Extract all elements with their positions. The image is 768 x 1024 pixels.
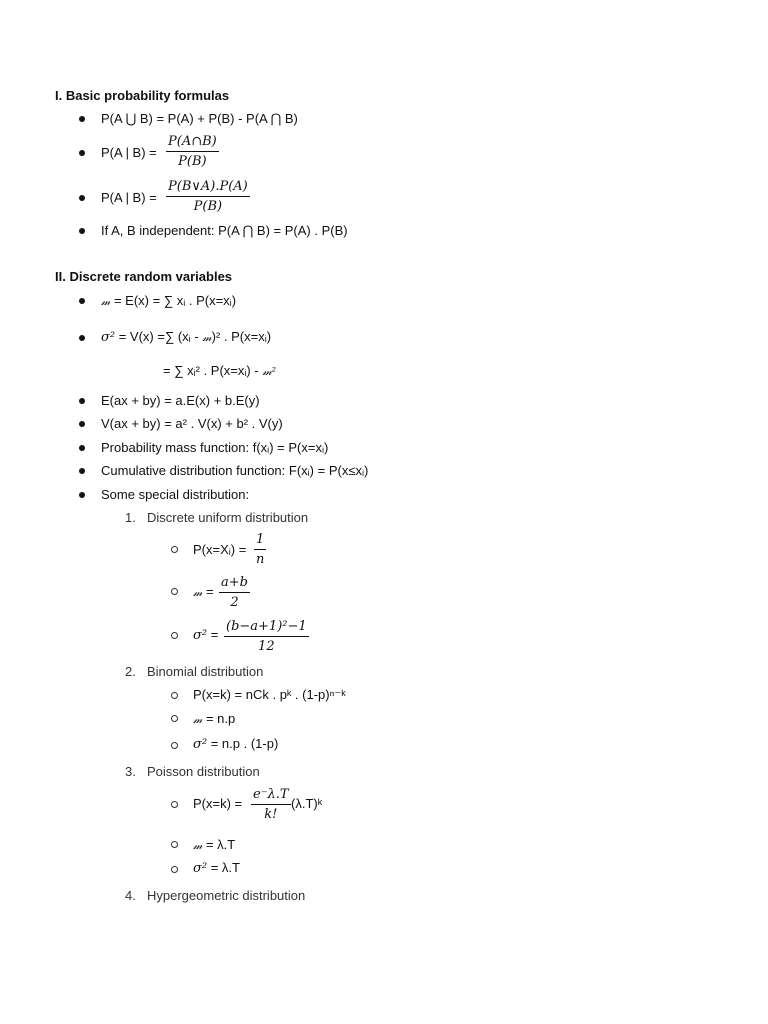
- circle-bullet-icon: [171, 715, 178, 722]
- binomial-title: Binomial distribution: [147, 664, 264, 679]
- conditional-lhs: P(A | B) =: [101, 145, 157, 160]
- section-1-title: I. Basic probability formulas: [55, 88, 230, 103]
- poisson-p-fraction: [251, 786, 291, 823]
- poisson-p-denominator: k!: [264, 807, 278, 822]
- list-number: 2.: [125, 664, 136, 679]
- hypergeometric-title: Hypergeometric distribution: [147, 888, 306, 903]
- uniform-variance-numerator: (b−a+1)²−1: [224, 618, 309, 637]
- uniform-title: Discrete uniform distribution: [147, 510, 309, 525]
- mu-symbol: 𝓂: [193, 586, 203, 599]
- mean-formula: [101, 293, 236, 309]
- bullet-icon: [79, 116, 85, 122]
- bayes-lhs: P(A | B) =: [101, 190, 157, 205]
- section-2-title: II. Discrete random variables: [55, 269, 233, 284]
- uniform-p-denominator: n: [255, 552, 265, 567]
- mu-symbol: 𝓂: [193, 839, 203, 852]
- bullet-icon: [79, 150, 85, 156]
- bullet-icon: [79, 298, 85, 304]
- circle-bullet-icon: [171, 546, 178, 553]
- poisson-title: Poisson distribution: [147, 764, 260, 779]
- bullet-icon: [79, 468, 85, 474]
- cdf-formula: Cumulative distribution function: F(xᵢ) = P(x≤xᵢ): [101, 463, 369, 478]
- sigma-squared-symbol: σ²: [193, 628, 208, 643]
- uniform-mean-fraction: [219, 574, 250, 611]
- conditional-numerator: P(A∩B): [166, 133, 219, 152]
- uniform-mean-denominator: 2: [230, 595, 239, 610]
- variance-expression-2: )² . P(x=xᵢ): [211, 329, 272, 344]
- sigma-squared-symbol: σ²: [193, 861, 208, 876]
- mu-symbol: 𝓂: [193, 713, 203, 726]
- pmf-formula: Probability mass function: f(xᵢ) = P(x=xᵢ): [101, 440, 329, 455]
- binomial-mean: [193, 711, 235, 727]
- circle-bullet-icon: [171, 632, 178, 639]
- binomial-variance: [193, 736, 278, 752]
- variance-expression-1: = V(x) =∑ (xᵢ -: [118, 329, 203, 344]
- uniform-mean-numerator: a+b: [219, 574, 250, 593]
- bullet-icon: [79, 335, 85, 341]
- mu-symbol: 𝓂: [202, 331, 212, 344]
- special-distribution-heading: Some special distribution:: [101, 487, 250, 502]
- bayes-denominator: P(B): [193, 199, 223, 214]
- union-formula: P(A ⋃ B) = P(A) + P(B) - P(A ⋂ B): [101, 111, 298, 126]
- uniform-p-numerator: 1: [254, 531, 266, 550]
- list-number: 3.: [125, 764, 136, 779]
- uniform-variance-eq: =: [210, 627, 219, 642]
- circle-bullet-icon: [171, 588, 178, 595]
- bullet-icon: [79, 445, 85, 451]
- list-number: 1.: [125, 510, 136, 525]
- mu-squared-symbol: 𝓂²: [262, 365, 277, 378]
- uniform-p-lhs: P(x=Xᵢ) =: [193, 542, 247, 557]
- uniform-variance-denominator: 12: [258, 639, 275, 654]
- poisson-mean-expression: = λ.T: [205, 837, 236, 852]
- sigma-squared-symbol: σ²: [101, 330, 116, 345]
- poisson-p-tail: (λ.T)ᵏ: [291, 796, 323, 811]
- poisson-mean: [193, 837, 235, 853]
- conditional-denominator: P(B): [178, 154, 207, 169]
- poisson-variance-expression: = λ.T: [210, 860, 240, 875]
- uniform-mean-eq: =: [205, 584, 214, 599]
- bullet-icon: [79, 421, 85, 427]
- bayes-fraction: [166, 178, 250, 215]
- poisson-p-numerator: e⁻λ.T: [251, 786, 291, 805]
- uniform-variance: [193, 627, 218, 643]
- bullet-icon: [79, 195, 85, 201]
- binomial-mean-expression: = n.p: [205, 711, 236, 726]
- bullet-icon: [79, 228, 85, 234]
- uniform-variance-fraction: [224, 618, 309, 655]
- mean-expression: = E(x) = ∑ xᵢ . P(x=xᵢ): [113, 293, 237, 308]
- circle-bullet-icon: [171, 801, 178, 808]
- binomial-p-formula: P(x=k) = nCk . pᵏ . (1-p)ⁿ⁻ᵏ: [193, 687, 346, 702]
- poisson-p-lhs: P(x=k) =: [193, 796, 243, 811]
- uniform-mean: [193, 584, 214, 600]
- uniform-p-fraction: [254, 531, 266, 568]
- mu-symbol: 𝓂: [101, 295, 111, 308]
- bullet-icon: [79, 398, 85, 404]
- independence-formula: If A, B independent: P(A ⋂ B) = P(A) . P(B): [101, 223, 348, 238]
- conditional-fraction: [166, 133, 219, 170]
- list-number: 4.: [125, 888, 136, 903]
- circle-bullet-icon: [171, 742, 178, 749]
- variance-formula: [101, 329, 271, 345]
- bullet-icon: [79, 492, 85, 498]
- sigma-squared-symbol: σ²: [193, 737, 208, 752]
- circle-bullet-icon: [171, 841, 178, 848]
- variance-alt-expression: = ∑ xᵢ² . P(x=xᵢ) -: [163, 363, 263, 378]
- binomial-variance-expression: = n.p . (1-p): [210, 736, 279, 751]
- circle-bullet-icon: [171, 692, 178, 699]
- poisson-variance: [193, 860, 240, 876]
- circle-bullet-icon: [171, 866, 178, 873]
- variance-linearity: V(ax + by) = a² . V(x) + b² . V(y): [101, 416, 283, 431]
- expectation-linearity: E(ax + by) = a.E(x) + b.E(y): [101, 393, 260, 408]
- variance-alt-formula: [163, 363, 276, 379]
- bayes-numerator: P(B∨A).P(A): [166, 178, 250, 197]
